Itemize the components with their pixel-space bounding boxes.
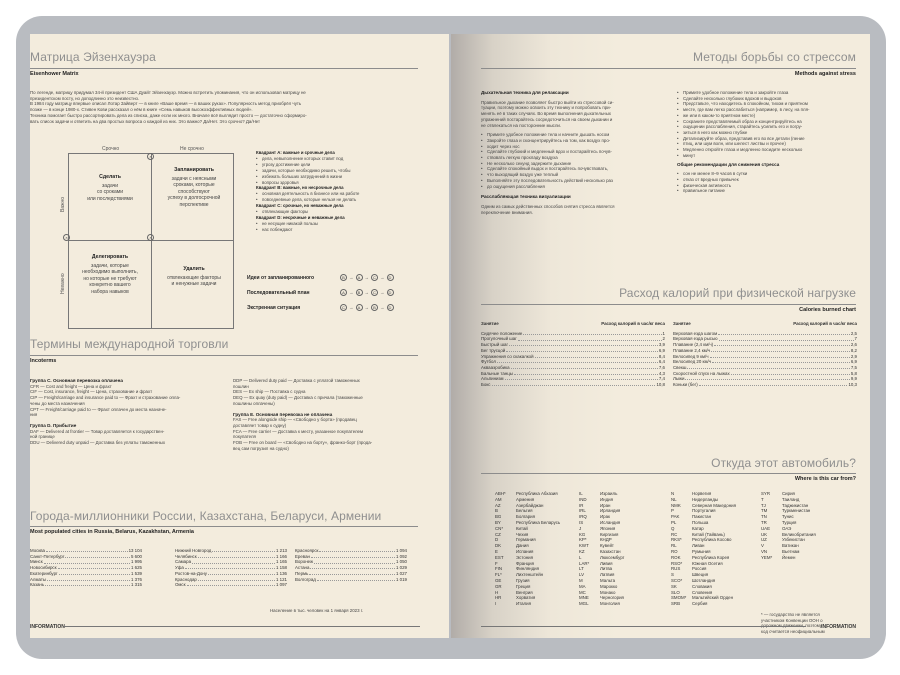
car-country: Таджикистан bbox=[782, 502, 809, 508]
car-code: LT bbox=[579, 566, 584, 572]
city-row: Уфа 1 158 bbox=[175, 565, 287, 571]
flow-steps: A → B → C → D bbox=[340, 289, 394, 296]
car-country: Словения bbox=[692, 589, 713, 595]
city-row: Алматы 1 376 bbox=[30, 576, 142, 582]
car-country: Ирландия bbox=[600, 508, 621, 514]
car-country: Россия bbox=[692, 566, 707, 572]
car-country: Великобритания bbox=[782, 531, 816, 537]
car-code: CZ bbox=[495, 531, 501, 537]
city-row: Пермь 1 027 bbox=[295, 570, 407, 576]
matrix-divider-v bbox=[151, 154, 152, 328]
city-row: Самара 1 165 bbox=[175, 559, 287, 565]
car-country: Азербайджан bbox=[516, 502, 544, 508]
car-country: Катар bbox=[692, 525, 704, 531]
car-code: Q bbox=[671, 525, 675, 531]
incoterms-rule bbox=[30, 355, 418, 356]
car-country: Швеция bbox=[692, 572, 709, 578]
car-country: Дания bbox=[516, 543, 529, 549]
car-country: Норвегия bbox=[692, 491, 712, 496]
car-code: UZ bbox=[761, 537, 767, 543]
flow-label: Экстренная ситуация bbox=[247, 305, 301, 311]
car-code: KG bbox=[579, 531, 586, 537]
car-code: TR bbox=[761, 519, 767, 525]
car-code: N bbox=[671, 491, 675, 496]
car-code: MC bbox=[579, 589, 586, 595]
city-row: Волгоград 1 019 bbox=[295, 576, 407, 582]
car-country: Израиль bbox=[600, 491, 618, 496]
car-code-row bbox=[495, 601, 560, 607]
city-row: Ереван 1 092 bbox=[295, 553, 407, 559]
car-country: Ватикан bbox=[782, 543, 799, 549]
car-code: SRB bbox=[671, 601, 681, 607]
stress-col-2: • Примите удобное положение тела и закройте глаза • Сделайте несколько глубоких вдохов и выдохов • Представьте, что находитесь в спокойном, тихом и приятном • месте, где вам легко расслабиться (например, в лесу, на пля- • же или в каком-то приятном месте) • Сохраните представляемый образ и концентрируйтесь на • ощущении расслабления, старайтесь усилить его и погру- • зиться в него как можно глубже • Детализируйте образ, представив его во все детали (пение • птиц, или шум волн, или шелест листвы и прочее) • Медленно откройте глаза и медленно посидите несколько • минут Общие рекомендации для снижения стресса • сон не менее 8–9 часов в сутки • отказ от вредных привычек • физическая активность • правильное питание bbox=[677, 90, 857, 194]
car-code: I bbox=[495, 601, 497, 607]
matrix-marker-c: × bbox=[147, 153, 154, 160]
car-codes-col-4 bbox=[761, 491, 816, 561]
car-code: FL* bbox=[495, 572, 502, 578]
car-country: Ливан bbox=[692, 543, 705, 549]
car-code: RL bbox=[671, 543, 677, 549]
car-country: Туркменистан bbox=[782, 508, 811, 514]
car-country: Мальта bbox=[600, 577, 616, 583]
matrix-marker-b: × bbox=[147, 234, 154, 241]
cars-title: Откуда этот автомобиль? bbox=[711, 456, 856, 470]
car-country: Болгария bbox=[516, 514, 536, 520]
car-country: Бельгия bbox=[516, 508, 533, 514]
car-country: Монако bbox=[600, 589, 616, 595]
calorie-row: Бокс 10,8 bbox=[481, 382, 665, 388]
car-code: VN bbox=[761, 548, 768, 554]
calorie-row: Быстрый шаг 3,9 bbox=[481, 342, 665, 348]
car-code: V bbox=[761, 543, 764, 549]
car-country: Испания bbox=[516, 548, 534, 554]
calorie-row: Велосипед 20 км/ч 6,9 bbox=[673, 359, 857, 365]
stress-title: Методы борьбы со стрессом bbox=[693, 50, 856, 64]
car-code: KWT bbox=[579, 543, 589, 549]
stress-subtitle: Methods against stress bbox=[794, 71, 856, 77]
left-page bbox=[30, 34, 449, 638]
calorie-row: Футбол 6,4 bbox=[481, 359, 665, 365]
car-code: IR bbox=[579, 502, 584, 508]
calories-subtitle: Calories burned chart bbox=[799, 307, 856, 313]
car-code: TM bbox=[761, 508, 768, 514]
car-country: Лихтенштейн bbox=[516, 572, 544, 578]
footer-label-left: INFORMATION bbox=[30, 624, 65, 630]
quadrant-b-head: Квадрант B: важные, но несрочные дела bbox=[256, 185, 344, 191]
car-country: Пакистан bbox=[692, 514, 711, 520]
calorie-row: Плавание (2,4 км/ч) 2,6 bbox=[673, 342, 857, 348]
car-code: PL bbox=[671, 519, 677, 525]
quadrant-c-head: Квадрант C: срочные, но неважные дела bbox=[256, 203, 344, 209]
car-code: SLO bbox=[671, 589, 680, 595]
incoterms-col-1: Группа C. Основная перевозка оплачена CFR — Cost and freight — Цена и фрахт CIF — Cost, insurance, freight — Цена, страхование и фрахт CIP — Freight/carriage and insurance paid to — Фрахт и страхование опла- чены до места назначения CPT — Freight/carriage paid to — Фрахт оплачен до места назначе- ния Группа D. Прибытие DAF — Delivered at frontier — Товар доставляется к государствен- ной границе DDU — Delivered duty unpaid — Доставка без уплаты таможенных bbox=[30, 378, 181, 446]
cities-note: Население в тыс. человек на 1 января 2023 г. bbox=[270, 608, 364, 613]
car-country: Киргизия bbox=[600, 531, 619, 537]
car-code: LV bbox=[579, 572, 585, 578]
car-country: Марокко bbox=[600, 583, 618, 589]
car-code: B bbox=[495, 508, 498, 514]
cities-col-1 bbox=[30, 548, 142, 588]
car-code: IL bbox=[579, 491, 583, 496]
car-country: Италия bbox=[516, 601, 531, 607]
car-code: T bbox=[761, 496, 764, 502]
car-code: RKS* bbox=[671, 537, 682, 543]
right-page bbox=[451, 34, 870, 638]
car-country: Республика Абхазия bbox=[516, 491, 558, 496]
car-code: AM bbox=[495, 496, 502, 502]
car-country: Южная Осетия bbox=[692, 560, 723, 566]
calorie-row: Бег трусцой 6,9 bbox=[481, 347, 665, 353]
car-country: Узбекистан bbox=[782, 537, 805, 543]
car-code: HR bbox=[495, 595, 502, 601]
cities-subtitle: Most populated cities in Russia, Belarus, Kazakhstan, Armenia bbox=[30, 529, 194, 535]
car-country: Германия bbox=[516, 537, 536, 543]
car-country: Литва bbox=[600, 566, 613, 572]
stress-col-1: Дыхательная техника для релаксации Правильное дыхание позволяет быстро выйти из стрессовой си- туации, поэтому можно освоить эту технику и попробовать при- менять её в таких случаях. Во время выполнения дыхательных упражнений постарайтесь сосредоточиться на своем дыхании и не отвлекаться на посторонние мысли. • Примите удобное положение тела и начните дышать носом • Закройте глаза и сконцентрируйтесь на том, как воздух про- • ходит через нос • Сделайте глубокий и медленный вдох и постарайтесь почув- • ствовать легкую прохладу воздуха • Не несколько секунд задержите дыхание • Сделайте спокойный выдох и постарайтесь почувствовать, • что выходящий воздух уже теплый • Выполняйте эту последовательность действий несколько раз • до ощущения расслабления Расслабляющая техника визуализации Одним из самых действенных способов снятия стресса является переключение внимания. bbox=[481, 90, 663, 215]
car-code: BY bbox=[495, 519, 501, 525]
car-code: SCO* bbox=[671, 577, 683, 583]
car-code: S bbox=[671, 572, 674, 578]
matrix-row-important: Важно bbox=[60, 196, 66, 212]
cities-rule bbox=[30, 526, 418, 527]
car-code: TN bbox=[761, 514, 767, 520]
car-country: Чехия bbox=[516, 531, 529, 537]
car-country: Словакия bbox=[692, 583, 712, 589]
car-country: Таиланд bbox=[782, 496, 800, 502]
car-code: MGL bbox=[579, 601, 589, 607]
intro-line: вать список задачи и ответить на два простых вопроса о каждой из них. Это важно? Да/Нет. Это срочно? Да/Нет bbox=[30, 118, 261, 124]
car-code: RSO* bbox=[671, 560, 683, 566]
car-code: EST bbox=[495, 554, 504, 560]
city-row: Новосибирск 1 625 bbox=[30, 565, 142, 571]
car-code: RO bbox=[671, 548, 678, 554]
car-code: SMOM* bbox=[671, 595, 687, 601]
flow-steps: B → A → C → D bbox=[340, 274, 394, 281]
car-code: CN* bbox=[495, 525, 504, 531]
car-country: Румыния bbox=[692, 548, 711, 554]
car-code: DK bbox=[495, 543, 502, 549]
car-code: AZ bbox=[495, 502, 501, 508]
cities-col-3 bbox=[295, 548, 407, 582]
car-code: NL bbox=[671, 496, 677, 502]
matrix-marker-a: × bbox=[63, 234, 70, 241]
car-code: E bbox=[495, 548, 498, 554]
intro-line: позже — в конце 1980-х. Стивен Кови рассказал о нём в книге «Семь навыков высокоэффективных людей». bbox=[30, 107, 253, 113]
car-code: MNE bbox=[579, 595, 589, 601]
car-country: Грузия bbox=[516, 577, 530, 583]
car-code: NMK bbox=[671, 502, 681, 508]
car-country: Тунис bbox=[782, 514, 794, 520]
intro-line: В 1984 году матрицу впервые описал Лотар Зайверт — в книге «Ваше время — в ваших руках». Популярность метод приобрёл чуть bbox=[30, 101, 302, 107]
eisenhower-matrix bbox=[68, 153, 234, 329]
car-country: Исландия bbox=[600, 519, 621, 525]
calorie-row: Бальные танцы 4,3 bbox=[481, 370, 665, 376]
calorie-row: Сидячее положение 1 bbox=[481, 330, 665, 336]
cars-subtitle: Where is this car from? bbox=[794, 476, 856, 482]
quadrant-d-head: Квадрант D: несрочные и неважные дела bbox=[256, 214, 345, 220]
car-country: Сербия bbox=[692, 601, 708, 607]
car-code: L bbox=[579, 554, 582, 560]
car-country: Индия bbox=[600, 496, 613, 502]
incoterms-subtitle: Incoterms bbox=[30, 358, 57, 364]
car-country: Республика Корея bbox=[692, 554, 730, 560]
calorie-row: Велосипед 9 км/ч 2,9 bbox=[673, 353, 857, 359]
car-code: J bbox=[579, 525, 582, 531]
car-code: UK bbox=[761, 531, 768, 537]
car-country: Вьетнам bbox=[782, 548, 800, 554]
car-country: Армения bbox=[516, 496, 535, 502]
car-code: P bbox=[671, 508, 674, 514]
car-country: Монголия bbox=[600, 601, 620, 607]
car-code: F bbox=[495, 560, 498, 566]
car-country: Португалия bbox=[692, 508, 716, 514]
car-code: ROK bbox=[671, 554, 681, 560]
matrix-row-not-important: Неважно bbox=[60, 273, 66, 294]
calorie-row: Альпинизм 7,4 bbox=[481, 376, 665, 382]
car-code: IND bbox=[579, 496, 587, 502]
eisenhower-subtitle: Eisenhower Matrix bbox=[30, 71, 79, 77]
calorie-row: Упражнения со скакалкой 8,4 bbox=[481, 353, 665, 359]
car-country: Мальтийский Орден bbox=[692, 595, 733, 601]
calorie-row: Верховая езда рысью 7 bbox=[673, 336, 857, 342]
intro-line: Техника помогает быстро рассортировать дела из списка, даже если их много. Вначале всё выглядит просто — достаточно сформиро- bbox=[30, 112, 307, 118]
car-country: Китай bbox=[516, 525, 528, 531]
city-row: Красноярск 1 094 bbox=[295, 548, 407, 553]
calories-rule bbox=[481, 304, 856, 305]
car-country: Венгрия bbox=[516, 589, 533, 595]
car-country: Нидерланды bbox=[692, 496, 719, 502]
calories-title: Расход калорий при физической нагрузке bbox=[619, 286, 856, 300]
car-code: SYR bbox=[761, 491, 771, 496]
car-country: Люксембург bbox=[600, 554, 625, 560]
car-country: Республика Косово bbox=[692, 537, 732, 543]
calorie-row: Свекш 7,5 bbox=[673, 364, 857, 370]
car-country: Северная Македония bbox=[692, 502, 736, 508]
stress-rule bbox=[481, 68, 856, 69]
car-code: RC bbox=[671, 531, 678, 537]
calorie-row: Аквааэробика 7,6 bbox=[481, 364, 665, 370]
city-row: Краснодар 1 121 bbox=[175, 576, 287, 582]
car-country: Китай (Тайвань) bbox=[692, 531, 725, 537]
quadrant-a-head: Квадрант А: важные и срочные дела bbox=[256, 150, 335, 155]
car-code: BG bbox=[495, 514, 502, 520]
car-country: Франция bbox=[516, 560, 534, 566]
car-code-row bbox=[671, 601, 736, 607]
quadrant-schedule: Запланировать задачи с неясными сроками, которые способствуют успеху в долгосрочной перспективе bbox=[167, 167, 221, 208]
eisenhower-title: Матрица Эйзенхауэра bbox=[30, 50, 156, 64]
car-code: D bbox=[495, 537, 499, 543]
car-codes-col-3 bbox=[671, 491, 736, 607]
city-row: Омск 1 097 bbox=[175, 582, 287, 588]
car-country: Казахстан bbox=[600, 548, 621, 554]
car-country: Иран bbox=[600, 502, 611, 508]
city-row: Челябинск 1 166 bbox=[175, 553, 287, 559]
car-country: Эстония bbox=[516, 554, 534, 560]
calories-col-2: Занятие Расход калорий в час/кг веса Верховая езда шагом 2,5 Верховая езда рысью 7 Плавание (2,4 км/ч) 2,6 Плавание 2,4 км/ч 8,2 Велосипед 9 км/ч 2,9 Велосипед 20 км/ч 6,9 Свекш 7,5 Скоростной спуск на лыжах 5,8 Лыжи 9,9 Коньки (бег) 10,3 bbox=[673, 321, 857, 388]
cities-col-2 bbox=[175, 548, 287, 588]
city-row: Воронеж 1 050 bbox=[295, 559, 407, 565]
city-row: Ростов-на-Дону 1 136 bbox=[175, 570, 287, 576]
footer-rule-left bbox=[64, 626, 420, 627]
flow-label: Идеи от запланированного bbox=[247, 275, 315, 281]
car-code: PAK bbox=[671, 514, 680, 520]
car-country: Черногория bbox=[600, 595, 624, 601]
car-code: H bbox=[495, 589, 499, 595]
cars-footnote: * — государство не является участником Конвенции ООН о дорожном движении, поэтому код считается неофициальным bbox=[761, 612, 825, 635]
incoterms-title: Термины международной торговли bbox=[30, 337, 229, 351]
car-code: SK bbox=[671, 583, 677, 589]
car-country: Польша bbox=[692, 519, 709, 525]
car-code: LAR* bbox=[579, 560, 590, 566]
car-code: KZ bbox=[579, 548, 585, 554]
car-code: UAE bbox=[761, 525, 771, 531]
car-code: IRL bbox=[579, 508, 586, 514]
city-row: Нижний Новгород 1 213 bbox=[175, 548, 287, 553]
car-code: IS bbox=[579, 519, 584, 525]
car-country: Ливия bbox=[600, 560, 613, 566]
car-country: Ирак bbox=[600, 514, 610, 520]
city-row: Казань 1 315 bbox=[30, 582, 142, 588]
car-code-row bbox=[579, 601, 624, 607]
car-code: YEM* bbox=[761, 554, 773, 560]
eisenhower-rule bbox=[30, 68, 418, 69]
car-codes-col-2 bbox=[579, 491, 624, 607]
city-row: Санкт-Петербург 5 600 bbox=[30, 553, 142, 559]
car-country: Турция bbox=[782, 519, 797, 525]
city-row: Москва 13 104 bbox=[30, 548, 142, 553]
car-country: Республика Беларусь bbox=[516, 519, 561, 525]
car-country: Хорватия bbox=[516, 595, 536, 601]
car-code: RUS bbox=[671, 566, 681, 572]
calories-col-1: Занятие Расход калорий в час/кг веса Сидячее положение 1 Прогулочный шаг 2 Быстрый шаг 3,9 Бег трусцой 6,9 Упражнения со скакалкой 8,4 Футбол 6,4 Аквааэробика 7,6 Бальные танцы 4,3 Альпинизм 7,4 Бокс 10,8 bbox=[481, 321, 665, 388]
car-country: Шотландия bbox=[692, 577, 716, 583]
car-code: KP* bbox=[579, 537, 587, 543]
city-row: Астана 1 029 bbox=[295, 565, 407, 571]
calorie-row: Верховая езда шагом 2,5 bbox=[673, 330, 857, 336]
car-country: КНДР bbox=[600, 537, 612, 543]
intro-line: президентском посту, но доподлинно это неизвестно. bbox=[30, 95, 140, 101]
car-code: ABH* bbox=[495, 491, 506, 496]
car-country: Финляндия bbox=[516, 566, 539, 572]
calorie-row: Скоростной спуск на лыжах 5,8 bbox=[673, 370, 857, 376]
quadrant-do: Сделать задачи со сроками или последствиями bbox=[87, 174, 133, 202]
cities-title: Города-миллионники России, Казахстана, Беларуси, Армении bbox=[30, 509, 382, 523]
calorie-row: Прогулочный шаг 2 bbox=[481, 336, 665, 342]
city-row: Минск 1 995 bbox=[30, 559, 142, 565]
quadrant-descriptions: Квадрант А: важные и срочные дела • дела, невыполнение которых ставит под • угрозу достижение цели • задачи, которые необходимо решить, чтобы • избежать больших затруднений в жизни • вопросы здоровья Квадрант B: важные, но несрочные дела • основная деятельность в бизнесе или на работе • повседневные дела, которые нельзя не делать Квадрант C: срочные, но неважные дела • отвлекающие факторы Квадрант D: несрочные и неважные дела • не несущие никакой пользы • нас побеждают bbox=[256, 150, 424, 233]
intro-line: По легенде, матрицу придумал 34-й президент США Дуайт Эйзенхауэр. Можно встретить упоминания, что он использовал матрицу не bbox=[30, 90, 306, 95]
car-country: Греция bbox=[516, 583, 531, 589]
car-country: Латвия bbox=[600, 572, 615, 578]
car-country: Кувейт bbox=[600, 543, 614, 549]
calorie-row: Лыжи 9,9 bbox=[673, 376, 857, 382]
footer-label-right: INFORMATION bbox=[821, 624, 856, 630]
calorie-row: Плавание 2,4 км/ч 8,2 bbox=[673, 347, 857, 353]
flow-steps: C → A → B → D bbox=[340, 304, 394, 311]
car-code: IRQ bbox=[579, 514, 587, 520]
car-country: Япония bbox=[600, 525, 616, 531]
car-code: M bbox=[579, 577, 583, 583]
calorie-row: Коньки (бег) 10,3 bbox=[673, 382, 857, 388]
city-row: Екатеринбург 1 539 bbox=[30, 570, 142, 576]
car-country: Йемен bbox=[782, 554, 796, 560]
car-codes-col-1 bbox=[495, 491, 560, 607]
incoterms-col-2: DDP — Delivered duty paid — Доставка с уплатой таможенных пошлин DES — Ex ship — Поставка с судна DEQ — Ex quay (duty paid) — Доставка с причала (таможенные пошлины оплачены) Группа E. Основная перевозка не оплачена FAS — Free alongside ship — «Свободно у борта» (продавец доставляет товар к судну) FCA — Free carrier — Доставка к месту, указанное покупателем покупателя FOB — Free on board — «Свободно на борту», франко-борт (прода- вец сам погрузил на судно) bbox=[233, 378, 373, 451]
car-code: GE bbox=[495, 577, 502, 583]
quadrant-delete: Удалить отвлекающие факторы и ненужные задачи bbox=[167, 266, 221, 287]
quadrant-delegate: Делегировать задачи, которые необходимо выполнить, но которые не требуют конкретно вашего набора навыков bbox=[82, 254, 138, 295]
car-code-row bbox=[761, 555, 816, 561]
car-code: MA bbox=[579, 583, 586, 589]
footer-rule-right bbox=[481, 626, 806, 627]
car-country: Сирия bbox=[782, 491, 795, 496]
matrix-col-urgent: Срочно bbox=[102, 146, 120, 152]
flow-label: Последовательный план bbox=[247, 290, 310, 296]
matrix-col-not-urgent: Не срочно bbox=[180, 146, 204, 152]
car-code: TJ bbox=[761, 502, 766, 508]
car-code: GR bbox=[495, 583, 502, 589]
cars-rule bbox=[481, 473, 856, 474]
eisenhower-intro bbox=[30, 90, 420, 124]
car-country: ОАЭ bbox=[782, 525, 792, 531]
car-code: FIN bbox=[495, 566, 503, 572]
